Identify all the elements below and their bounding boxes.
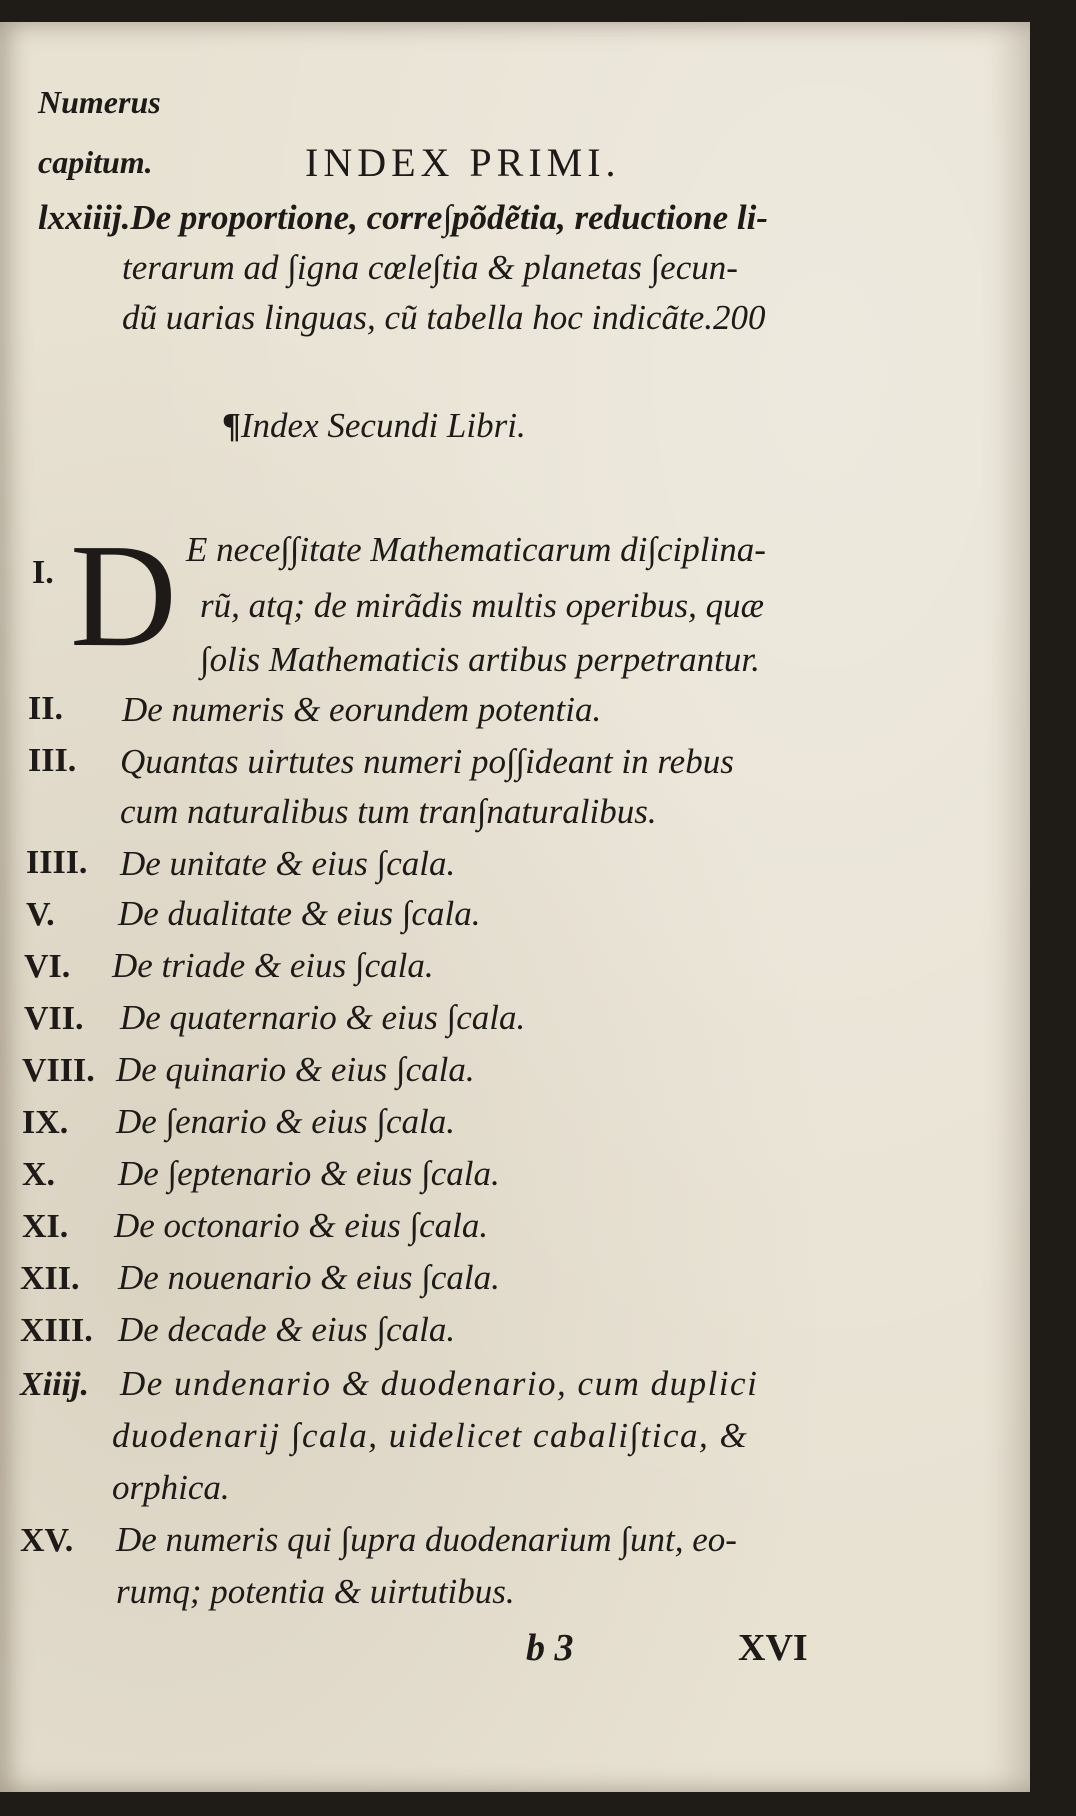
- prior-entry-line-1: [38, 198, 768, 238]
- pilcrow-mark: ¶: [222, 406, 241, 445]
- entry-number: IIII.: [26, 844, 88, 881]
- prior-entry-number: lxxiiij.: [38, 198, 131, 237]
- entry-line: De unitate & eius ∫cala.: [120, 844, 456, 883]
- entry-line: De nouenario & eius ∫cala.: [118, 1258, 500, 1297]
- running-title: INDEX PRIMI.: [305, 140, 621, 185]
- entry-number: VI.: [24, 948, 71, 985]
- prior-entry-text: De proportione, corre∫põdẽtia, reductione li-: [130, 198, 768, 237]
- entry-number: Xiiij.: [20, 1366, 89, 1403]
- entry-line: De numeris & eorundem potentia.: [122, 690, 602, 729]
- entry-line: De numeris qui ∫upra duodenarium ∫unt, eo-: [116, 1520, 737, 1559]
- entry-number: III.: [28, 742, 77, 779]
- entry-line: De quinario & eius ∫cala.: [116, 1050, 475, 1089]
- drop-cap: D: [70, 514, 177, 678]
- entry-number: II.: [28, 690, 63, 727]
- margin-label-numerus: Numerus: [38, 84, 161, 120]
- entry-line: ∫olis Mathematicis artibus perpetrantur.: [200, 640, 760, 679]
- entry-line: De ∫enario & eius ∫cala.: [116, 1102, 455, 1141]
- section-heading-text: Index Secundi Libri.: [240, 406, 526, 445]
- entry-line: rũ, atq; de mirãdis multis operibus, quæ: [200, 586, 764, 625]
- entry-line: De quaternario & eius ∫cala.: [120, 998, 526, 1037]
- entry-line: Quantas uirtutes numeri po∫∫ideant in rebus: [120, 742, 734, 781]
- entry-line: De triade & eius ∫cala.: [112, 946, 434, 985]
- entry-line: orphica.: [112, 1468, 230, 1507]
- catchword: XVI: [738, 1627, 808, 1669]
- signature-mark: b 3: [526, 1627, 574, 1669]
- prior-entry-line-2: terarum ad ∫igna cœle∫tia & planetas ∫ecun-: [122, 248, 738, 287]
- prior-entry-line-3: dũ uarias linguas, cũ tabella hoc indicãte.200: [122, 298, 766, 337]
- entry-line: rumq; potentia & uirtutibus.: [116, 1572, 515, 1611]
- section-heading: [222, 406, 526, 446]
- entry-number: VII.: [24, 1000, 84, 1037]
- entry-number: X.: [22, 1156, 56, 1193]
- entry-line: De octonario & eius ∫cala.: [114, 1206, 489, 1245]
- entry-line: De dualitate & eius ∫cala.: [118, 894, 481, 933]
- entry-line: cum naturalibus tum tran∫naturalibus.: [120, 792, 657, 831]
- entry-number: I.: [32, 554, 54, 591]
- entry-number: XV.: [20, 1522, 74, 1559]
- entry-number: XII.: [20, 1260, 80, 1297]
- book-page: [0, 22, 1030, 1792]
- entry-line: De ∫eptenario & eius ∫cala.: [118, 1154, 500, 1193]
- entry-line: De undenario & duodenario, cum duplici: [120, 1364, 759, 1403]
- entry-number: XIII.: [20, 1312, 93, 1349]
- entry-line: duodenarij ∫cala, uidelicet cabali∫tica, &: [112, 1416, 749, 1455]
- entry-number: VIII.: [22, 1052, 95, 1089]
- entry-line: E nece∫∫itate Mathematicarum di∫ciplina-: [186, 530, 766, 569]
- entry-line: De decade & eius ∫cala.: [118, 1310, 456, 1349]
- entry-number: IX.: [22, 1104, 69, 1141]
- entry-number: V.: [26, 896, 55, 933]
- margin-label-capitum: capitum.: [38, 144, 153, 180]
- entry-number: XI.: [22, 1208, 69, 1245]
